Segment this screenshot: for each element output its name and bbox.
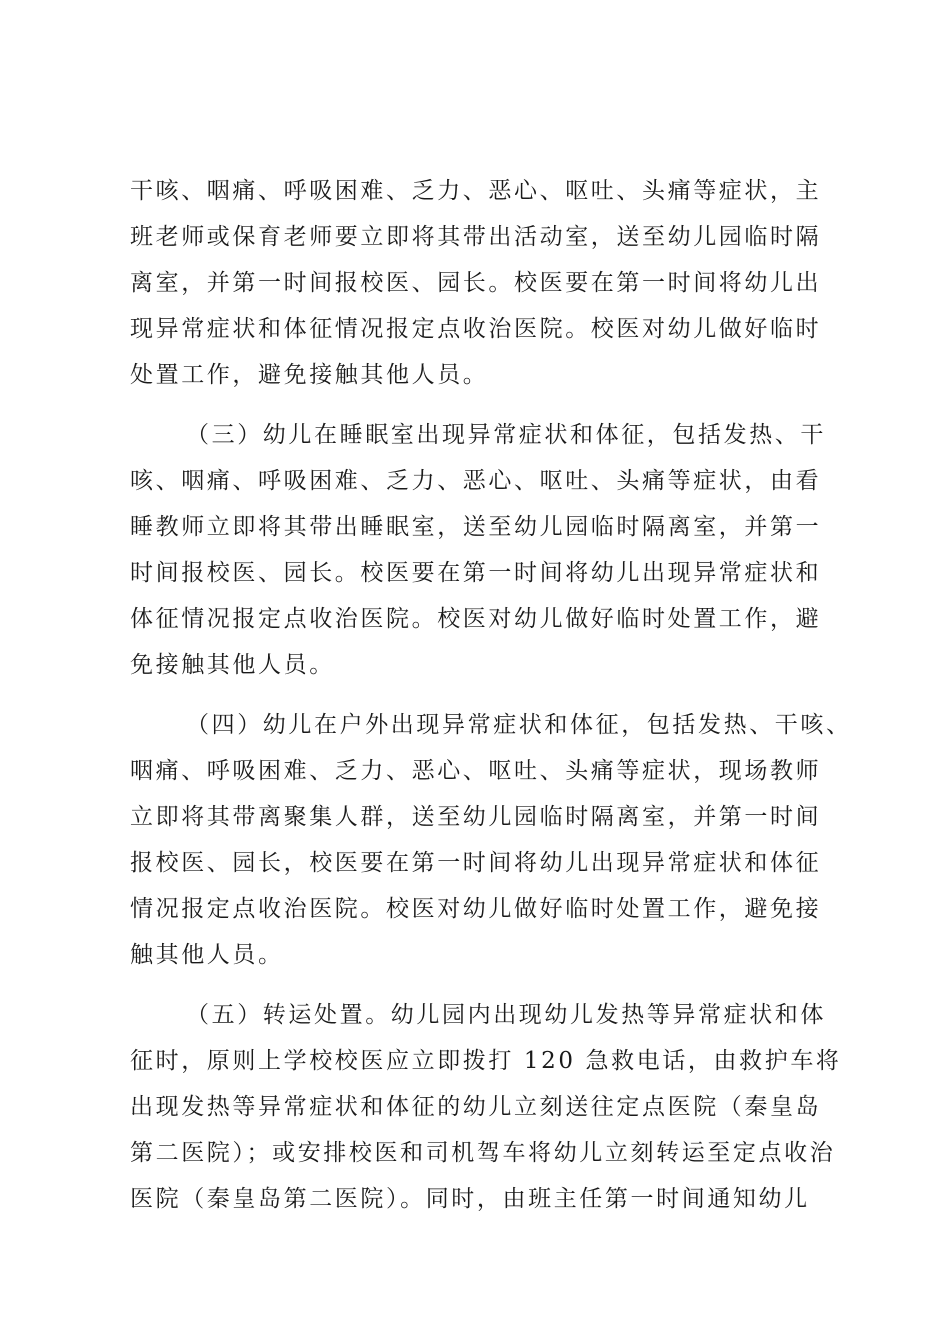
text-line: （四）幼儿在户外出现异常症状和体征，包括发热、干咳、: [186, 712, 852, 738]
text-line: 报校医、园长，校医要在第一时间将幼儿出现异常症状和体征: [130, 850, 822, 876]
text-line: 干咳、咽痛、呼吸困难、乏力、恶心、呕吐、头痛等症状，主: [130, 178, 822, 204]
text-line: 睡教师立即将其带出睡眠室，送至幼儿园临时隔离室，并第一: [130, 514, 822, 540]
text-line: 免接触其他人员。: [130, 652, 335, 678]
text-line: 处置工作，避免接触其他人员。: [130, 362, 489, 388]
text-line: 离室，并第一时间报校医、园长。校医要在第一时间将幼儿出: [130, 270, 822, 296]
text-line: （五）转运处置。幼儿园内出现幼儿发热等异常症状和体: [186, 1002, 826, 1028]
paragraph-spacing: [130, 398, 850, 412]
text-line: 第二医院）；或安排校医和司机驾车将幼儿立刻转运至定点收治: [130, 1140, 836, 1166]
paragraph-section-5: [130, 992, 850, 1222]
paragraph-continuation: [130, 168, 850, 398]
text-line: 咳、咽痛、呼吸困难、乏力、恶心、呕吐、头痛等症状，由看: [130, 468, 822, 494]
paragraph-spacing: [130, 978, 850, 992]
text-line: 班老师或保育老师要立即将其带出活动室，送至幼儿园临时隔: [130, 224, 822, 250]
text-line: 出现发热等异常症状和体征的幼儿立刻送往定点医院（秦皇岛: [130, 1094, 822, 1120]
text-line: 情况报定点收治医院。校医对幼儿做好临时处置工作，避免接: [130, 896, 822, 922]
text-line: （三）幼儿在睡眠室出现异常症状和体征，包括发热、干: [186, 422, 826, 448]
text-line: 时间报校医、园长。校医要在第一时间将幼儿出现异常症状和: [130, 560, 822, 586]
text-line: 征时，原则上学校校医应立即拨打 120 急救电话，由救护车将: [130, 1048, 842, 1074]
text-line: 咽痛、呼吸困难、乏力、恶心、呕吐、头痛等症状，现场教师: [130, 758, 822, 784]
text-line: 医院（秦皇岛第二医院）。同时，由班主任第一时间通知幼儿: [130, 1186, 810, 1212]
text-line: 立即将其带离聚集人群，送至幼儿园临时隔离室，并第一时间: [130, 804, 822, 830]
text-line: 体征情况报定点收治医院。校医对幼儿做好临时处置工作，避: [130, 606, 822, 632]
text-line: 触其他人员。: [130, 942, 284, 968]
paragraph-section-4: [130, 702, 850, 978]
text-line: 现异常症状和体征情况报定点收治医院。校医对幼儿做好临时: [130, 316, 822, 342]
paragraph-spacing: [130, 688, 850, 702]
paragraph-section-3: [130, 412, 850, 688]
document-page: [130, 168, 850, 1222]
